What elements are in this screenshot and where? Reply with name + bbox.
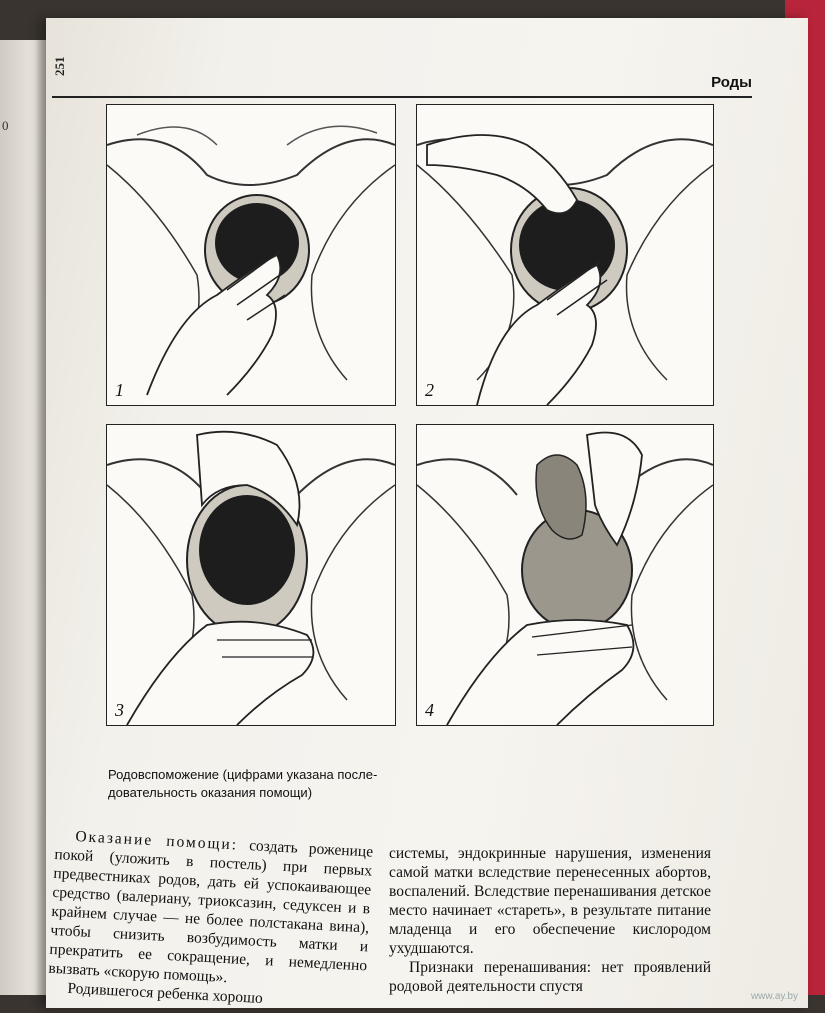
- illustration-panel-4: [416, 424, 714, 726]
- text-column-right: [389, 844, 711, 996]
- left-column-tail: Родившегося ребенка хорошо: [67, 979, 264, 1008]
- birth-step-2-drawing: [417, 105, 713, 405]
- right-column-paragraph-2: Признаки перенашивания: нет проявлений родовой деятельности спустя: [389, 959, 711, 995]
- book-page: [46, 18, 808, 1008]
- caption-line-2: довательность оказания помощи): [108, 785, 313, 800]
- illustration-panel-1: [106, 104, 396, 406]
- right-column-paragraph-1: системы, эндокринные нарушения, изменения самой матки вследствие перенесенных абортов, воспалений. Вследствие перенашивания детское место начинает «стареть», в результате питание младенца и его обеспечение кислородом ухудшаются.: [389, 845, 711, 957]
- running-header: [52, 56, 752, 98]
- lead-term: Оказание помощи:: [75, 828, 239, 854]
- panel-label-4: 4: [425, 700, 434, 720]
- running-title: Роды: [711, 74, 752, 91]
- panel-label-3: 3: [115, 700, 124, 720]
- birth-step-1-drawing: [107, 105, 395, 405]
- birth-step-3-drawing: [107, 425, 395, 725]
- page-number: 251: [52, 56, 67, 76]
- left-page-fragment: 0: [2, 118, 9, 133]
- watermark: www.ay.by: [750, 991, 798, 1002]
- figure-caption: [108, 766, 408, 802]
- illustration-panel-2: [416, 104, 714, 406]
- left-column-text: создать роженице покой (уложить в постель) при первых предвестниках родов, дать ей успокаивающее средство (валериану, триоксазин, седуксен и в крайнем случае — не более полстакана вина), чтобы снизить возбудимость матки и прекратить ее сокращение, и немедленно вызвать «скорую помощь».: [48, 837, 374, 987]
- left-page-edge: [0, 40, 50, 995]
- panel-label-1: 1: [115, 380, 124, 400]
- illustration-panel-3: [106, 424, 396, 726]
- text-column-left: [47, 826, 374, 1013]
- panel-label-2: 2: [425, 380, 434, 400]
- birth-step-4-drawing: [417, 425, 713, 725]
- caption-line-1: Родовспоможение (цифрами указана после-: [108, 767, 378, 782]
